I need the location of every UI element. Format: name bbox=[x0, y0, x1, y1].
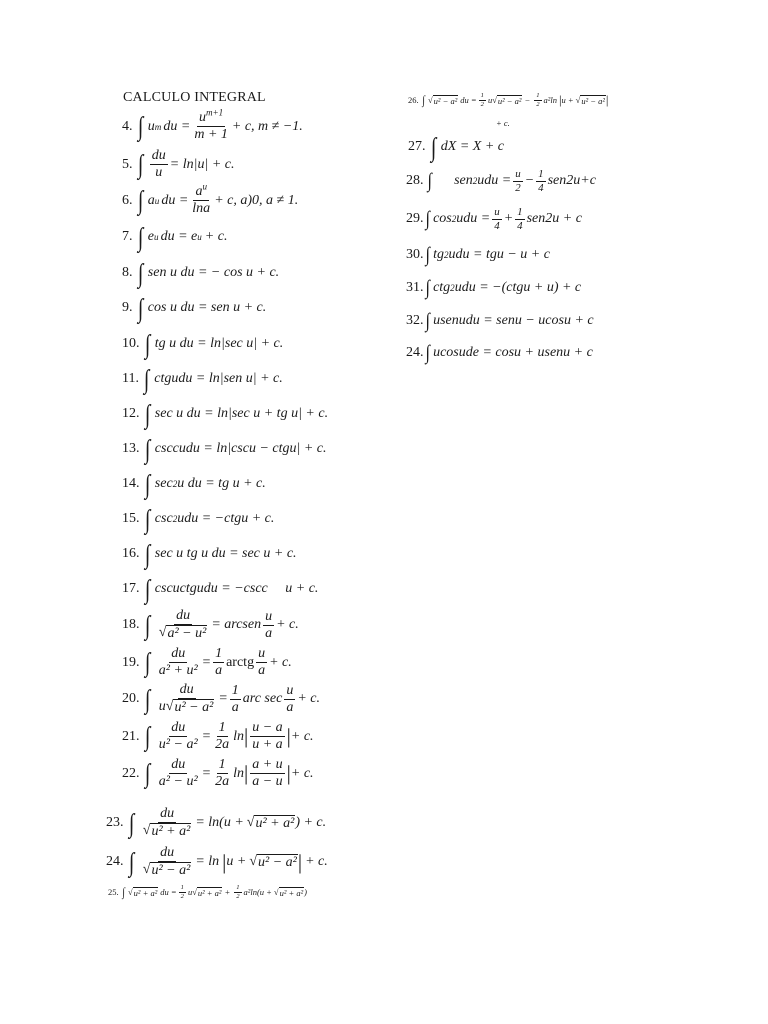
numerator: du bbox=[150, 148, 168, 165]
formula-body: u + bbox=[561, 95, 574, 106]
fraction bbox=[192, 107, 230, 143]
square-root: √ u² − a² bbox=[575, 94, 605, 106]
formula-number: 19. bbox=[122, 654, 140, 670]
formula-11 bbox=[122, 366, 283, 393]
integral-sign: ∫ bbox=[144, 609, 150, 640]
formula-number: 31. bbox=[406, 280, 424, 296]
integrand-base: tg bbox=[433, 247, 444, 263]
denominator: 2 bbox=[515, 181, 521, 194]
abs-bar: | bbox=[222, 849, 227, 874]
formula-21 bbox=[122, 720, 314, 753]
formula-number: 17. bbox=[122, 581, 140, 597]
fraction bbox=[150, 148, 168, 181]
numerator: 1 bbox=[230, 683, 241, 700]
formula-number: 18. bbox=[122, 617, 140, 633]
exponent: u bbox=[202, 181, 208, 192]
fraction bbox=[213, 757, 231, 790]
abs-bar: | bbox=[605, 92, 609, 107]
function-name: arc sec bbox=[242, 691, 283, 707]
integral-sign: ∫ bbox=[144, 539, 150, 569]
formula-body: usenudu = senu − ucosu + c bbox=[433, 313, 594, 329]
formula-number: 24. bbox=[106, 854, 124, 870]
radicand: u² + a² bbox=[197, 887, 222, 898]
formula-number: 32. bbox=[406, 313, 424, 329]
result: + c. bbox=[290, 728, 314, 744]
denominator: 2 bbox=[236, 892, 240, 900]
integral-sign: ∫ bbox=[425, 207, 430, 230]
integral-sign: ∫ bbox=[144, 504, 150, 534]
differential: du = e bbox=[160, 229, 198, 245]
radicand: u² − a² bbox=[581, 95, 605, 106]
integral-sign: ∫ bbox=[143, 364, 150, 394]
fraction bbox=[284, 683, 295, 716]
integrand-base: cos bbox=[433, 211, 452, 227]
formula-body: = ln bbox=[195, 854, 220, 870]
formula-9 bbox=[122, 295, 266, 322]
fraction bbox=[515, 206, 524, 232]
square-root: √ u² + a² bbox=[246, 814, 295, 831]
formula-18 bbox=[122, 608, 299, 642]
square-root: √ u² − a² bbox=[492, 94, 522, 106]
fraction bbox=[250, 720, 284, 753]
denominator: 2 bbox=[480, 100, 484, 108]
function-name: ln bbox=[233, 765, 244, 781]
numerator: 1 bbox=[217, 720, 228, 737]
radicand: a² − u² bbox=[167, 626, 207, 642]
square-root: √ u² + a² bbox=[192, 886, 222, 898]
numerator: 1 bbox=[536, 92, 540, 99]
denominator: a² − u² bbox=[158, 774, 198, 790]
denominator: 4 bbox=[494, 219, 500, 232]
result: ) + c. bbox=[295, 815, 327, 831]
fraction bbox=[157, 757, 200, 790]
numerator: a bbox=[195, 184, 203, 199]
numerator: du bbox=[158, 806, 176, 823]
formula-number: 12. bbox=[122, 406, 140, 422]
formula-body: − bbox=[524, 173, 535, 189]
denominator: 2a bbox=[215, 737, 230, 753]
radicand: u² + a² bbox=[133, 887, 158, 898]
denominator: a bbox=[258, 663, 266, 679]
integral-sign: ∫ bbox=[144, 683, 150, 714]
radicand: u² + a² bbox=[151, 824, 191, 840]
differential: udu = bbox=[456, 211, 491, 227]
formula-number: 5. bbox=[122, 156, 133, 172]
integral-sign: ∫ bbox=[421, 92, 425, 107]
integral-sign: ∫ bbox=[121, 884, 125, 899]
fraction bbox=[256, 646, 267, 679]
formula-6: 6. ∫ a u du = $\frac{a^u}{\ln a}$ + c, a)0, a ≠ 1. bbox=[122, 181, 299, 217]
result: + c. bbox=[204, 229, 228, 245]
radicand: u² + a² bbox=[279, 887, 304, 898]
formula-29: 29. ∫ cos 2 udu = $\frac{u}{4}$ + $\frac{1}{4}$ sen2u + c bbox=[406, 206, 582, 232]
result: + c. bbox=[276, 617, 299, 633]
numerator: du bbox=[169, 646, 187, 663]
formula-body: sen u du = − cos u + c. bbox=[147, 265, 280, 281]
formula-body: dX = X + c bbox=[440, 139, 505, 155]
formula-body: u bbox=[187, 887, 193, 898]
integral-sign: ∫ bbox=[128, 807, 134, 838]
numerator: u − a bbox=[250, 720, 284, 737]
numerator: 1 bbox=[538, 168, 544, 180]
integral-sign: ∫ bbox=[427, 169, 432, 192]
abs-bar: | bbox=[286, 761, 291, 786]
formula-number: 26. bbox=[408, 95, 419, 106]
numerator: u bbox=[256, 646, 267, 663]
integrand-base: ctg bbox=[433, 280, 451, 296]
denominator: a − u bbox=[252, 774, 283, 790]
numerator: u bbox=[494, 206, 500, 218]
formula-7: 7. ∫ e u du = e u + c. bbox=[122, 222, 228, 252]
integral-sign: ∫ bbox=[137, 111, 143, 142]
formula-31: 31. ∫ ctg 2 udu = −(ctgu + u) + c bbox=[406, 277, 582, 299]
formula-body: du = bbox=[160, 887, 177, 898]
fraction bbox=[534, 92, 541, 108]
formula-23 bbox=[106, 806, 326, 840]
numerator: a + u bbox=[250, 757, 284, 774]
exponent: m+1 bbox=[205, 107, 224, 118]
integral-sign: ∫ bbox=[144, 469, 150, 499]
integral-sign: ∫ bbox=[425, 244, 430, 266]
integrand-base: csc bbox=[154, 511, 173, 527]
denominator: 4 bbox=[538, 181, 544, 194]
denominator: u + a bbox=[252, 737, 283, 753]
formula-28: 28. ∫ sen 2 udu = $\frac{u}{2}$ − $\frac{1}{4}$ sen2u+c bbox=[406, 168, 596, 194]
integral-sign: ∫ bbox=[144, 434, 150, 464]
formula-number: 28. bbox=[406, 173, 424, 189]
function-name: ln bbox=[233, 728, 244, 744]
square-root: √ a² − u² bbox=[158, 625, 207, 642]
radicand: u² − a² bbox=[174, 700, 214, 716]
integral-sign: ∫ bbox=[144, 399, 150, 429]
formula-body: udu = −ctgu + c. bbox=[177, 511, 275, 527]
formula-body: − bbox=[524, 95, 531, 106]
formula-number: 4. bbox=[122, 118, 133, 134]
formula-body: = bbox=[218, 691, 228, 707]
fraction bbox=[179, 884, 186, 900]
denominator: m + 1 bbox=[194, 127, 228, 143]
radicand: u² − a² bbox=[151, 863, 191, 879]
denominator: 4 bbox=[517, 219, 523, 232]
integrand-base: e bbox=[147, 229, 155, 245]
integral-sign: ∫ bbox=[137, 149, 143, 180]
numerator: u bbox=[263, 609, 274, 626]
integrand-base: sec bbox=[154, 476, 173, 492]
formula-number: 6. bbox=[122, 192, 133, 208]
denominator: a bbox=[286, 699, 294, 715]
denominator: a bbox=[265, 625, 273, 641]
formula-number: 23. bbox=[106, 815, 124, 831]
radicand: u² − a² bbox=[258, 854, 297, 870]
formula-30: 30. ∫ tg 2 udu = tgu − u + c bbox=[406, 244, 550, 266]
integral-sign: ∫ bbox=[128, 846, 134, 877]
integral-sign: ∫ bbox=[144, 721, 150, 752]
fraction bbox=[157, 608, 210, 642]
formula-19 bbox=[122, 646, 292, 679]
square-root: √ u² + a² bbox=[142, 823, 191, 840]
fraction bbox=[250, 757, 284, 790]
formula-number: 14. bbox=[122, 476, 140, 492]
formula-body: cos u du = sen u + c. bbox=[147, 300, 267, 316]
radicand: u² − a² bbox=[433, 95, 458, 106]
integral-sign: ∫ bbox=[425, 277, 430, 299]
formula-body: a²ln(u + bbox=[243, 887, 272, 898]
integral-sign: ∫ bbox=[430, 132, 436, 162]
denominator: u bbox=[155, 165, 163, 181]
formula-number: 11. bbox=[122, 371, 139, 387]
formula-number: 30. bbox=[406, 247, 424, 263]
result: ) bbox=[304, 887, 307, 898]
formula-number: 25. bbox=[108, 887, 119, 898]
fraction bbox=[492, 206, 501, 232]
formula-5 bbox=[122, 148, 235, 181]
formula-body: ucosude = cosu + usenu + c bbox=[433, 345, 593, 361]
formula-number: 21. bbox=[122, 728, 140, 744]
formula-body: sec u tg u du = sec u + c. bbox=[154, 546, 297, 562]
numerator: 1 bbox=[517, 206, 523, 218]
formula-number: 29. bbox=[406, 211, 424, 227]
result: + c. bbox=[297, 691, 320, 707]
numerator: du bbox=[169, 720, 187, 737]
formula-body: = arcsen bbox=[211, 617, 262, 633]
square-root: √ u² − a² bbox=[165, 699, 214, 716]
integral-sign: ∫ bbox=[425, 310, 430, 332]
abs-bar: | bbox=[243, 761, 249, 786]
formula-body: a²ln bbox=[543, 95, 557, 106]
abs-bar: | bbox=[297, 849, 303, 874]
differential: du = bbox=[161, 192, 189, 208]
formula-body: udu = −(ctgu + u) + c bbox=[454, 280, 582, 296]
result: + c. bbox=[269, 654, 292, 670]
formula-24 bbox=[106, 845, 328, 879]
numerator: u bbox=[515, 168, 521, 180]
differential: udu = bbox=[477, 173, 512, 189]
denominator: 2 bbox=[180, 892, 184, 900]
fraction bbox=[234, 884, 241, 900]
numerator: 1 bbox=[180, 884, 184, 891]
numerator: 1 bbox=[213, 646, 224, 663]
formula-body: cscuctgudu = −cscc u + c. bbox=[154, 581, 319, 597]
numerator: u bbox=[284, 683, 295, 700]
formula-number: 24. bbox=[406, 345, 424, 361]
formula-body: tg u du = ln|sec u| + c. bbox=[154, 336, 284, 352]
fraction bbox=[141, 845, 194, 879]
denominator: 2 bbox=[536, 100, 540, 108]
formula-body: ctgudu = ln|sen u| + c. bbox=[154, 371, 283, 387]
denominator: a bbox=[215, 663, 223, 679]
integrand-base: a bbox=[147, 192, 155, 208]
square-root: √ u² + a² bbox=[128, 886, 158, 898]
formula-32 bbox=[406, 311, 594, 331]
abs-bar: | bbox=[286, 724, 291, 749]
formula-number: 22. bbox=[122, 765, 140, 781]
fraction bbox=[190, 181, 212, 217]
formula-body: sec u du = ln|sec u + tg u| + c. bbox=[154, 406, 329, 422]
fraction bbox=[157, 646, 200, 679]
formula-body: + bbox=[224, 887, 231, 898]
fraction bbox=[536, 168, 545, 194]
formula-number: 15. bbox=[122, 511, 140, 527]
square-root: √ u² + a² bbox=[273, 886, 304, 898]
numerator: u bbox=[198, 110, 206, 125]
result: + c. bbox=[290, 765, 314, 781]
result: + c. bbox=[305, 854, 328, 870]
formula-body: csccudu = ln|cscu − ctgu| + c. bbox=[154, 441, 327, 457]
fraction bbox=[141, 806, 194, 840]
integral-sign: ∫ bbox=[137, 258, 143, 288]
fraction bbox=[213, 720, 231, 753]
abs-bar: | bbox=[558, 92, 562, 107]
numerator: du bbox=[178, 682, 196, 699]
result: + c, a)0, a ≠ 1. bbox=[214, 192, 299, 208]
page-title: CALCULO INTEGRAL bbox=[123, 90, 266, 105]
formula-body: + bbox=[503, 211, 514, 227]
function-name: arctg bbox=[226, 654, 255, 670]
radicand: u² + a² bbox=[255, 815, 295, 831]
denominator: lna bbox=[192, 201, 211, 217]
radicand: u² − a² bbox=[497, 95, 522, 106]
numerator: du bbox=[158, 845, 176, 862]
numerator: du bbox=[169, 757, 187, 774]
integral-sign: ∫ bbox=[144, 647, 150, 678]
integral-sign: ∫ bbox=[137, 293, 143, 323]
formula-14: 14. ∫ sec 2 u du = tg u + c. bbox=[122, 469, 266, 499]
formula-number: 16. bbox=[122, 546, 140, 562]
formula-body: udu = tgu − u + c bbox=[448, 247, 550, 263]
integral-sign: ∫ bbox=[144, 758, 150, 789]
formula-10 bbox=[122, 331, 283, 358]
formula-25 bbox=[108, 884, 307, 900]
formula-body: u du = tg u + c. bbox=[177, 476, 266, 492]
square-root: √ u² − a² bbox=[142, 862, 191, 879]
formula-8 bbox=[122, 260, 279, 287]
numerator: 1 bbox=[236, 884, 240, 891]
integral-sign: ∫ bbox=[137, 222, 143, 252]
fraction bbox=[479, 92, 486, 108]
formula-number: 27. bbox=[408, 139, 426, 155]
numerator: du bbox=[174, 608, 192, 625]
formula-body: = bbox=[201, 728, 212, 744]
formula-13 bbox=[122, 436, 327, 463]
numerator: 1 bbox=[480, 92, 484, 99]
denominator: a² + u² bbox=[158, 663, 198, 679]
formula-number: 10. bbox=[122, 336, 140, 352]
formula-number: 8. bbox=[122, 265, 133, 281]
abs-bar: | bbox=[243, 724, 249, 749]
formula-17 bbox=[122, 576, 318, 603]
denominator-factor: u bbox=[158, 699, 166, 715]
formula-body: u + bbox=[226, 854, 247, 870]
fraction bbox=[263, 609, 274, 642]
formula-26 bbox=[408, 92, 608, 108]
integral-sign: ∫ bbox=[425, 342, 430, 364]
result: + c, m ≠ −1. bbox=[231, 118, 303, 134]
result: sen2u + c bbox=[526, 211, 582, 227]
denominator: a bbox=[231, 699, 239, 715]
formula-16 bbox=[122, 541, 297, 568]
fraction bbox=[513, 168, 522, 194]
formula-4: 4. ∫ u m du = $\frac{u^{m+1}}{m + 1}$ + c, m ≠ −1. bbox=[122, 107, 303, 143]
formula-15: 15. ∫ csc 2 udu = −ctgu + c. bbox=[122, 504, 275, 534]
formula-27 bbox=[408, 134, 504, 161]
integrand-base: u bbox=[147, 118, 155, 134]
formula-body: u bbox=[487, 95, 493, 106]
fraction bbox=[157, 720, 200, 753]
fraction bbox=[213, 646, 224, 679]
fraction bbox=[230, 683, 241, 716]
result: = ln|u| + c. bbox=[169, 156, 235, 172]
numerator: 1 bbox=[217, 757, 228, 774]
formula-24-right bbox=[406, 343, 593, 363]
formula-number: 13. bbox=[122, 441, 140, 457]
formula-body: = bbox=[201, 765, 212, 781]
formula-body: = bbox=[201, 654, 212, 670]
formula-body: = ln(u + bbox=[195, 815, 244, 831]
result: sen2u+c bbox=[547, 173, 596, 189]
integrand-base: sen bbox=[454, 173, 473, 189]
formula-number: 9. bbox=[122, 300, 133, 316]
formula-12 bbox=[122, 401, 328, 428]
formula-body: du = bbox=[460, 95, 477, 106]
formula-number: 20. bbox=[122, 691, 140, 707]
denominator: u² − a² bbox=[158, 737, 198, 753]
formula-22 bbox=[122, 757, 314, 790]
square-root: √ u² − a² bbox=[249, 853, 297, 870]
square-root: √ u² − a² bbox=[428, 94, 458, 106]
formula-number: 7. bbox=[122, 229, 133, 245]
integral-sign: ∫ bbox=[144, 329, 150, 359]
integral-sign: ∫ bbox=[144, 574, 150, 604]
differential: du = bbox=[163, 118, 191, 134]
formula-20 bbox=[122, 682, 320, 716]
fraction bbox=[157, 682, 217, 716]
denominator: 2a bbox=[215, 774, 230, 790]
formula-26-continuation: + c. bbox=[496, 118, 510, 128]
integral-sign: ∫ bbox=[137, 185, 143, 216]
